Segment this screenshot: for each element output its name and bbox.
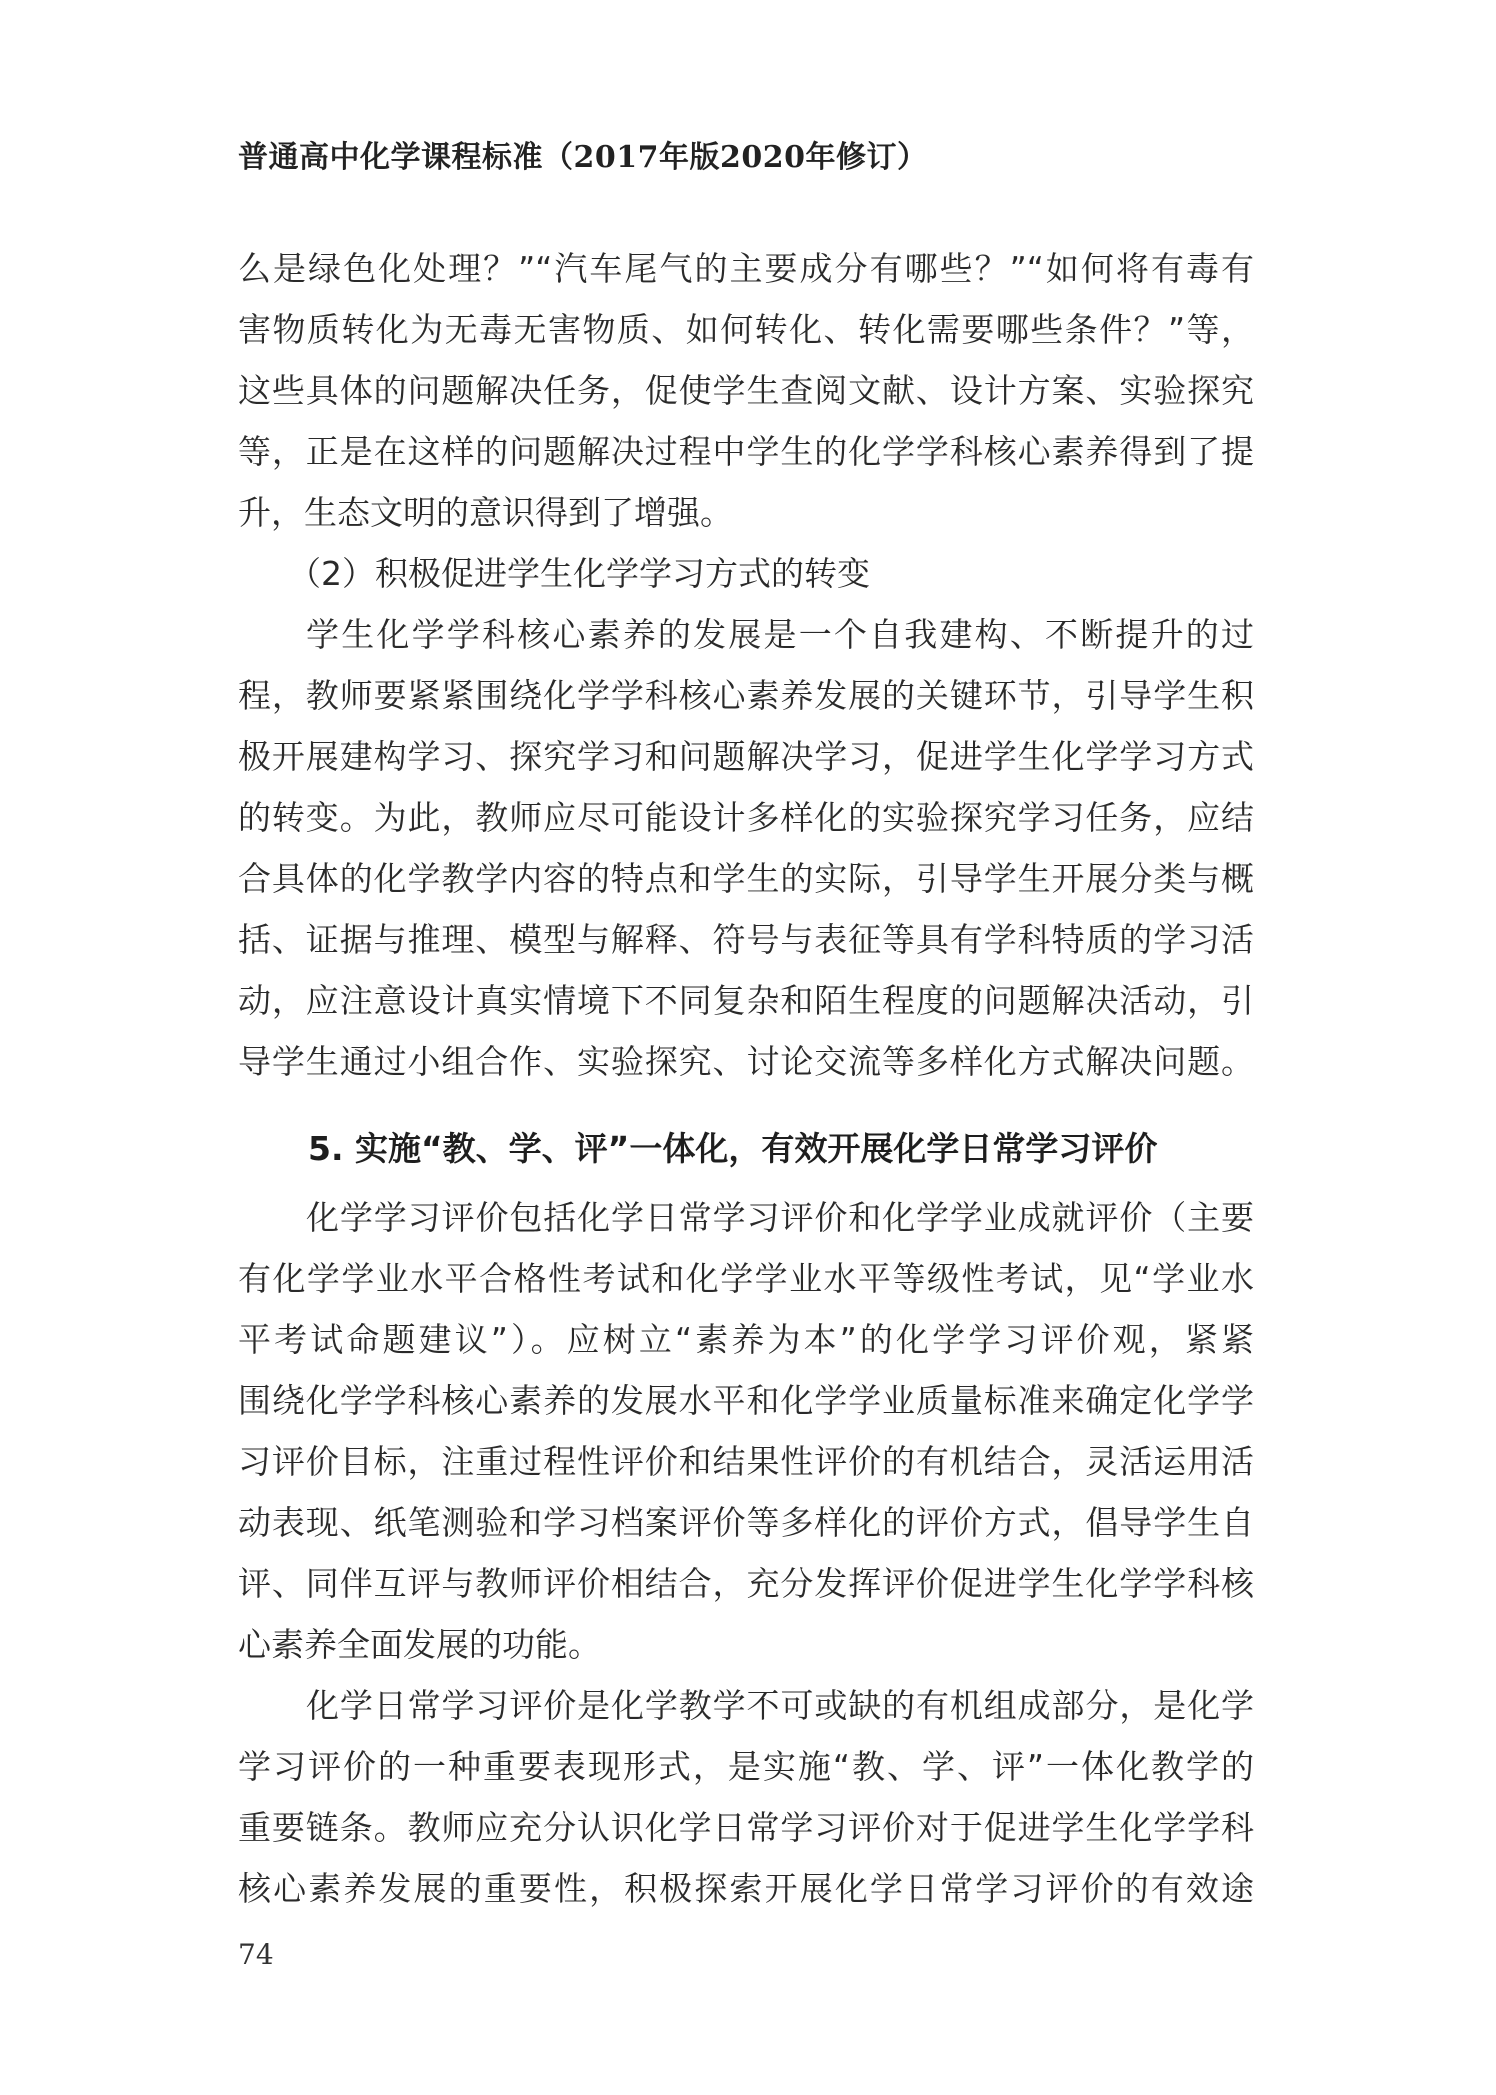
text-line: 的转变。为此，教师应尽可能设计多样化的实验探究学习任务，应结: [238, 798, 1254, 837]
text-line: 重要链条。教师应充分认识化学日常学习评价对于促进学生化学学科: [238, 1808, 1254, 1847]
text-line: 习评价目标，注重过程性评价和结果性评价的有机结合，灵活运用活: [238, 1442, 1254, 1481]
text-line: 心素养全面发展的功能。: [238, 1625, 601, 1664]
text-line: 导学生通过小组合作、实验探究、讨论交流等多样化方式解决问题。: [238, 1042, 1254, 1081]
text-line: 么是绿色化处理？”“汽车尾气的主要成分有哪些？”“如何将有毒有: [238, 249, 1254, 288]
text-line: 平考试命题建议”）。应树立“素养为本”的化学学习评价观，紧紧: [238, 1320, 1254, 1359]
text-line: 这些具体的问题解决任务，促使学生查阅文献、设计方案、实验探究: [238, 371, 1254, 410]
text-line: 等，正是在这样的问题解决过程中学生的化学学科核心素养得到了提: [238, 432, 1254, 471]
text-line: 化学学习评价包括化学日常学习评价和化学学业成就评价（主要: [306, 1198, 1254, 1237]
running-header: 普通高中化学课程标准（2017年版2020年修订）: [238, 140, 928, 175]
body-text: [238, 238, 1254, 1919]
text-line: 合具体的化学教学内容的特点和学生的实际，引导学生开展分类与概: [238, 859, 1254, 898]
text-line: 括、证据与推理、模型与解释、符号与表征等具有学科特质的学习活: [238, 920, 1254, 959]
text-line: 升，生态文明的意识得到了增强。: [238, 493, 733, 532]
text-line: 评、同伴互评与教师评价相结合，充分发挥评价促进学生化学学科核: [238, 1564, 1254, 1603]
text-line: 极开展建构学习、探究学习和问题解决学习，促进学生化学学习方式: [238, 737, 1254, 776]
text-line: 化学日常学习评价是化学教学不可或缺的有机组成部分，是化学: [306, 1686, 1254, 1725]
text-line: 动表现、纸笔测验和学习档案评价等多样化的评价方式，倡导学生自: [238, 1503, 1254, 1542]
text-line: 动，应注意设计真实情境下不同复杂和陌生程度的问题解决活动，引: [238, 981, 1254, 1020]
text-line: 害物质转化为无毒无害物质、如何转化、转化需要哪些条件？”等，: [238, 310, 1254, 349]
text-line: 核心素养发展的重要性，积极探索开展化学日常学习评价的有效途: [238, 1869, 1254, 1908]
text-line: 学生化学学科核心素养的发展是一个自我建构、不断提升的过: [306, 615, 1254, 654]
text-line: 有化学学业水平合格性考试和化学学业水平等级性考试，见“学业水: [238, 1259, 1254, 1298]
text-line: 程，教师要紧紧围绕化学学科核心素养发展的关键环节，引导学生积: [238, 676, 1254, 715]
text-line: 围绕化学学科核心素养的发展水平和化学学业质量标准来确定化学学: [238, 1381, 1254, 1420]
page-number: 74: [238, 1938, 274, 1971]
section-title: 5. 实施“教、学、评”一体化，有效开展化学日常学习评价: [308, 1129, 1158, 1168]
text-line: 学习评价的一种重要表现形式，是实施“教、学、评”一体化教学的: [238, 1747, 1254, 1786]
subheading: （2）积极促进学生化学学习方式的转变: [288, 554, 870, 593]
